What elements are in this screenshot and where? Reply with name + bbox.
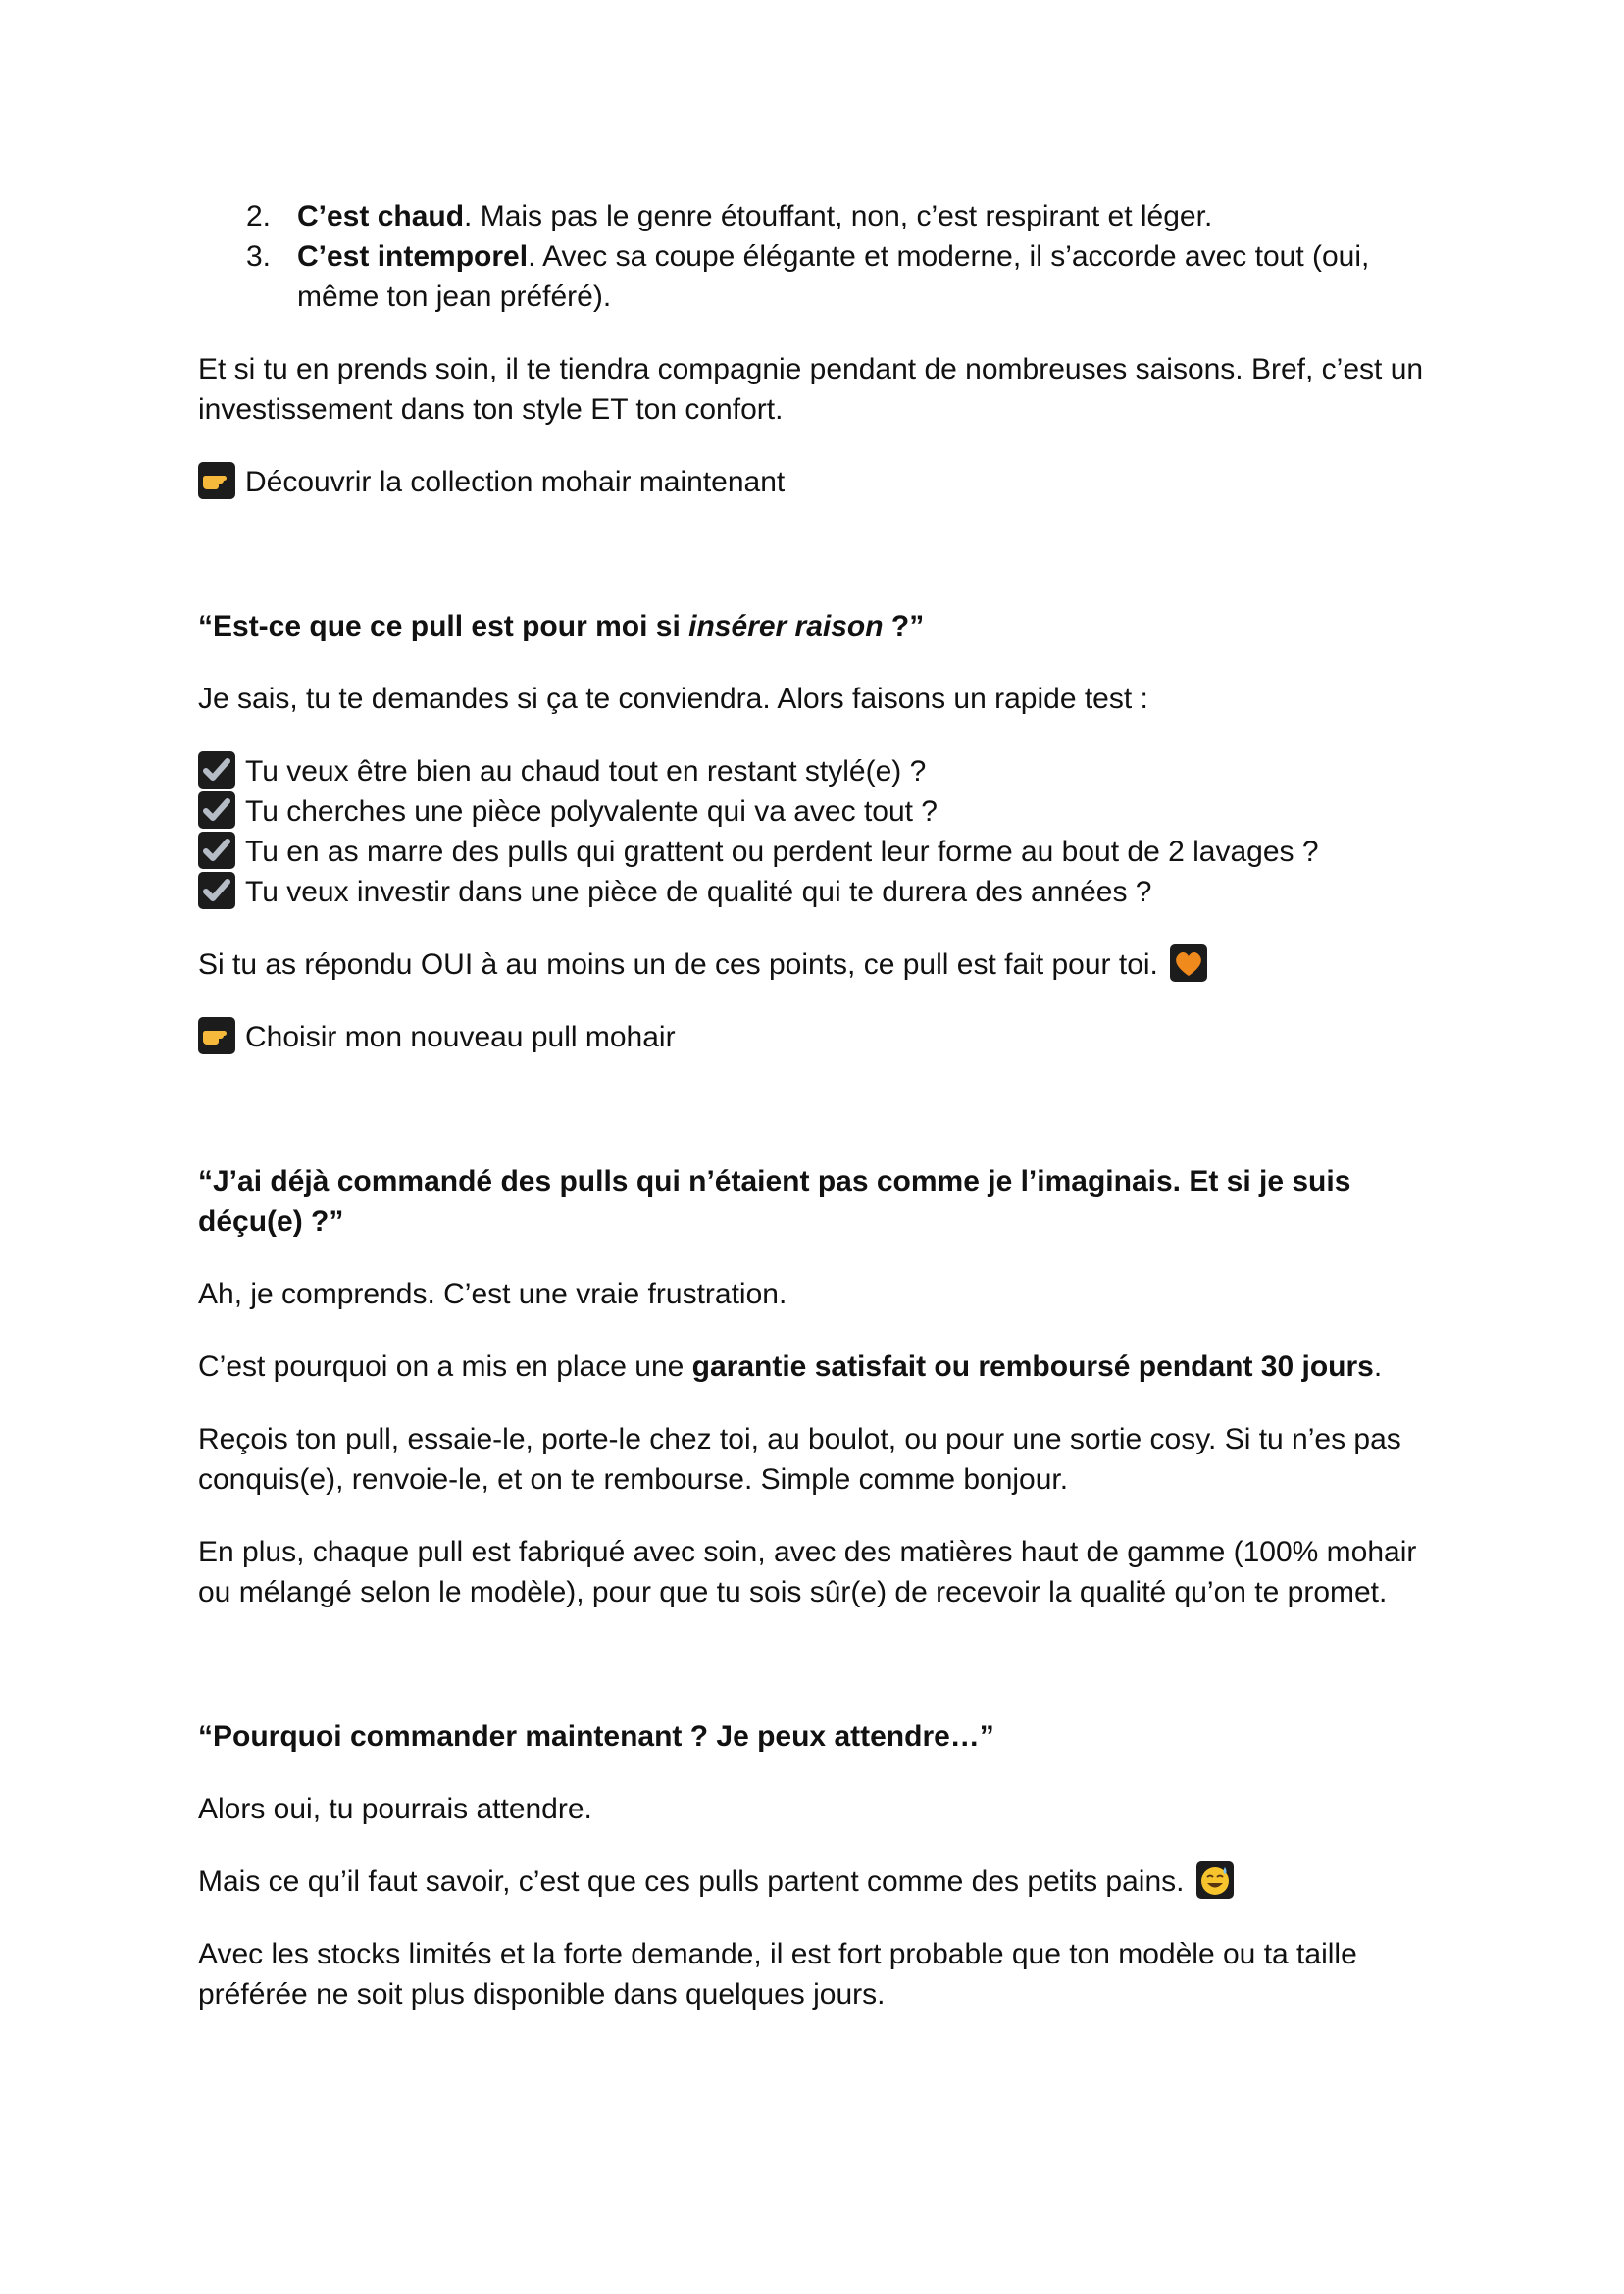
test-conclusion	[198, 944, 1444, 985]
list-item-bold: C’est intemporel	[297, 240, 529, 273]
checklist-item	[198, 791, 1444, 832]
list-number: 2.	[246, 200, 272, 232]
test-intro: Je sais, tu te demandes si ça te conviendra. Alors faisons un rapide test :	[198, 683, 1148, 715]
paragraph: En plus, chaque pull est fabriqué avec soin, avec des matières haut de gamme (100% mohair ou mélangé selon le modèle), pour que tu sois sûr(e) de recevoir la qualité qu’on te promet.	[198, 1536, 1417, 1608]
heading-text: “Est-ce que ce pull est pour moi si	[198, 610, 689, 642]
paragraph-text-end: .	[1373, 1351, 1383, 1383]
cta-choose[interactable]	[198, 1017, 1444, 1057]
list-item	[198, 196, 1444, 236]
intro-paragraph: Et si tu en prends soin, il te tiendra compagnie pendant de nombreuses saisons. Bref, c’est un investissement dans ton style ET ton confort.	[198, 353, 1424, 426]
document-page	[198, 196, 1444, 2014]
check-mark-icon	[198, 751, 235, 789]
checklist-text: Tu veux être bien au chaud tout en restant stylé(e) ?	[245, 755, 927, 788]
paragraph	[198, 1861, 1444, 1902]
paragraph: Ah, je comprends. C’est une vraie frustration.	[198, 1278, 787, 1310]
list-item-bold: C’est chaud	[297, 200, 465, 232]
guarantee-paragraph	[198, 1347, 1444, 1387]
checklist-item	[198, 832, 1444, 872]
pointing-hand-icon	[198, 1017, 235, 1054]
section-heading: “Pourquoi commander maintenant ? Je peux attendre…”	[198, 1720, 994, 1753]
paragraph-text: C’est pourquoi on a mis en place une	[198, 1351, 692, 1383]
section-heading	[198, 606, 1444, 646]
checklist-text: Tu cherches une pièce polyvalente qui va avec tout ?	[245, 795, 938, 828]
paragraph: Avec les stocks limités et la forte demande, il est fort probable que ton modèle ou ta taille préférée ne soit plus disponible dans quelques jours.	[198, 1938, 1357, 2011]
heading-text-end: ?”	[883, 610, 925, 642]
paragraph: Alors oui, tu pourrais attendre.	[198, 1793, 592, 1825]
checklist-item	[198, 751, 1444, 791]
conclusion-text: Si tu as répondu OUI à au moins un de ces points, ce pull est fait pour toi.	[198, 948, 1158, 981]
benefits-list	[198, 196, 1444, 317]
cta-choose-label: Choisir mon nouveau pull mohair	[245, 1021, 676, 1053]
guarantee-bold: garantie satisfait ou remboursé pendant 30 jours	[691, 1351, 1374, 1383]
orange-heart-icon	[1170, 944, 1207, 982]
check-mark-icon	[198, 872, 235, 909]
check-mark-icon	[198, 791, 235, 829]
pointing-hand-icon	[198, 462, 235, 499]
paragraph-text: Mais ce qu’il faut savoir, c’est que ces pulls partent comme des petits pains.	[198, 1865, 1185, 1898]
list-item	[198, 236, 1444, 317]
cta-collection[interactable]	[198, 462, 1444, 502]
list-item-text: . Mais pas le genre étouffant, non, c’est respirant et léger.	[464, 200, 1213, 232]
cta-collection-label: Découvrir la collection mohair maintenant	[245, 466, 786, 498]
check-mark-icon	[198, 832, 235, 869]
section-heading: “J’ai déjà commandé des pulls qui n’étaient pas comme je l’imaginais. Et si je suis déçu(e) ?”	[198, 1165, 1351, 1238]
checklist	[198, 751, 1444, 912]
sweat-smile-icon	[1196, 1861, 1234, 1899]
list-number: 3.	[246, 240, 272, 273]
checklist-text: Tu en as marre des pulls qui grattent ou perdent leur forme au bout de 2 lavages ?	[245, 836, 1319, 868]
list-item-text: . Avec sa coupe élégante et moderne, il s’accorde avec tout (oui, même ton jean préféré).	[297, 240, 1370, 313]
checklist-text: Tu veux investir dans une pièce de qualité qui te durera des années ?	[245, 876, 1152, 908]
checklist-item	[198, 872, 1444, 912]
heading-italic: insérer raison	[688, 610, 884, 642]
paragraph: Reçois ton pull, essaie-le, porte-le chez toi, au boulot, ou pour une sortie cosy. Si tu n’es pas conquis(e), renvoie-le, et on te rembourse. Simple comme bonjour.	[198, 1423, 1401, 1496]
